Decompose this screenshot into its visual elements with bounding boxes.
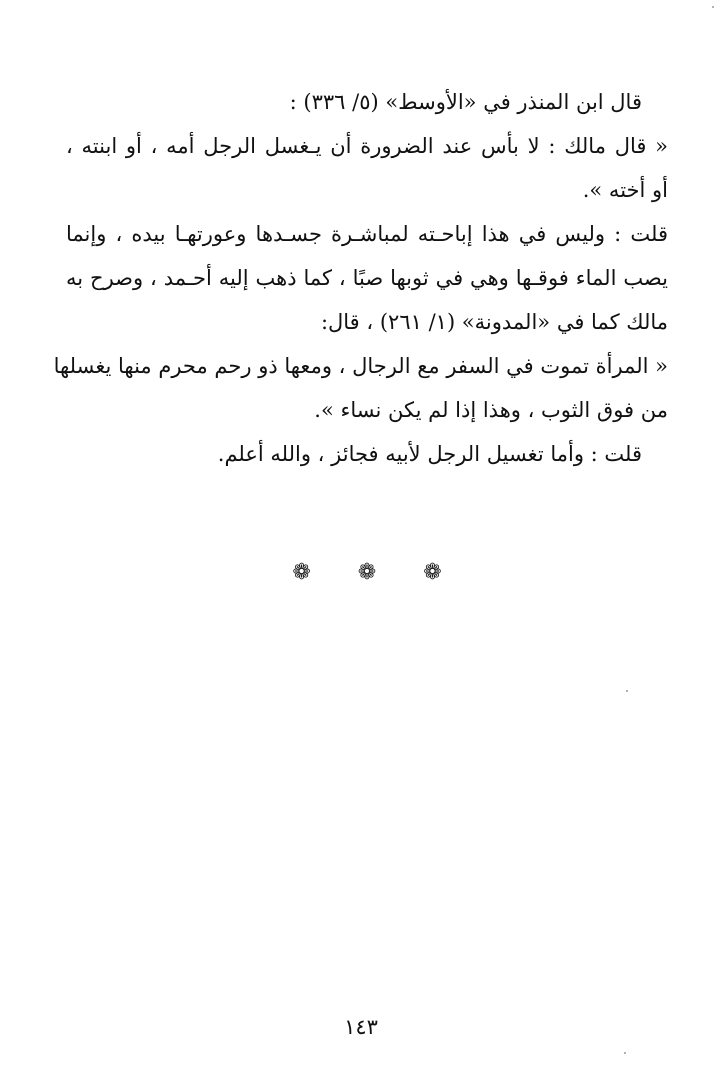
flower-ornament-icon: ❁ xyxy=(357,560,377,585)
text-line: قال ابن المنذر في «الأوسط» (٥/ ٣٣٦) : xyxy=(289,90,642,114)
scan-speck xyxy=(624,1052,626,1054)
flower-ornament-icon: ❁ xyxy=(423,560,442,585)
scan-speck xyxy=(712,6,714,8)
text-line: « قال مالك : لا بأس عند الضرورة أن يـغسل الرجل أمه ، أو ابنته ، xyxy=(66,134,668,158)
section-divider xyxy=(66,560,668,585)
text-line: من فوق الثوب ، وهذا إذا لم يكن نساء ». xyxy=(314,398,668,422)
flower-ornament-icon: ❁ xyxy=(292,560,311,585)
text-line: « المرأة تموت في السفر مع الرجال ، ومعها ذو رحم محرم منها يغسلها xyxy=(53,354,668,378)
scan-speck xyxy=(626,690,628,692)
text-line: قلت : وليس في هذا إباحـته لمباشـرة جسـدها وعورتهـا بيده ، وإنما xyxy=(66,222,668,246)
text-line: أو أخته ». xyxy=(582,178,668,202)
page-number: ١٤٣ xyxy=(344,1015,378,1039)
text-line: قلت : وأما تغسيل الرجل لأبيه فجائز ، والله أعلم. xyxy=(217,442,642,466)
text-line: يصب الماء فوقـها وهي في ثوبها صبًا ، كما ذهب إليه أحـمد ، وصرح به xyxy=(66,266,668,290)
page-body xyxy=(53,80,668,980)
text-line: مالك كما في «المدونة» (١/ ٢٦١) ، قال: xyxy=(320,310,668,334)
